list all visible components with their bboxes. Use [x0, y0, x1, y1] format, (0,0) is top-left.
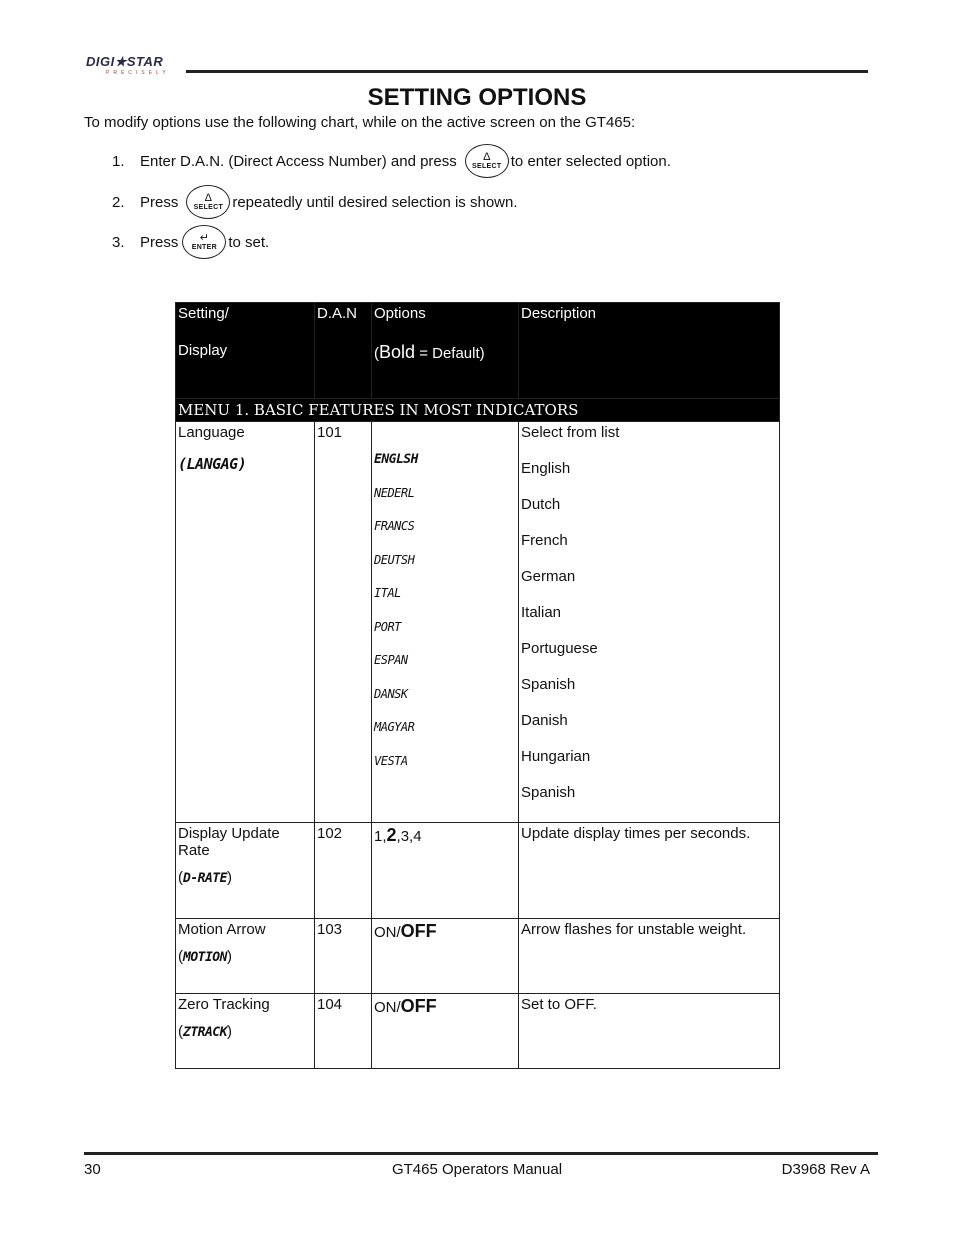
setting-cell: Motion Arrow (MOTION) [176, 919, 315, 994]
step-number: 3. [112, 233, 125, 251]
logo-subtext: PRECISELY [106, 70, 170, 76]
table-header-row [176, 303, 780, 399]
digistar-logo [86, 55, 184, 81]
dan-cell: 102 [315, 823, 372, 919]
header-description: Description [519, 303, 780, 399]
step-text-before: Press [140, 193, 179, 211]
dan-cell: 103 [315, 919, 372, 994]
enter-button-icon: ↵ ENTER [182, 225, 226, 259]
setting-cell: Language (LANGAG) [176, 422, 315, 823]
dan-cell: 101 [315, 422, 372, 823]
page-title: SETTING OPTIONS [367, 84, 587, 111]
options-cell: ON/OFF [372, 919, 519, 994]
description-cell: Arrow flashes for unstable weight. [519, 919, 780, 994]
table-row [176, 823, 780, 919]
step-3 [112, 225, 269, 259]
setting-cell: Zero Tracking (ZTRACK) [176, 994, 315, 1069]
page-number: 30 [84, 1161, 101, 1178]
header-options: Options (Bold = Default) [372, 303, 519, 399]
step-1 [112, 144, 671, 178]
header-dan: D.A.N [315, 303, 372, 399]
step-number: 1. [112, 152, 125, 170]
step-text-after: to enter selected option. [510, 152, 671, 170]
manual-title: GT465 Operators Manual [391, 1161, 563, 1178]
intro-text: To modify options use the following chart, while on the active screen on the GT465: [84, 114, 636, 131]
table-row [176, 994, 780, 1069]
footer-rule [84, 1152, 878, 1155]
setting-cell: Display Update Rate (D-RATE) [176, 823, 315, 919]
table-row [176, 919, 780, 994]
step-text-after: to set. [228, 233, 270, 251]
document-revision: D3968 Rev A [781, 1161, 870, 1178]
menu-title-row [176, 399, 780, 422]
options-cell: 1,2,3,4 [372, 823, 519, 919]
select-button-icon: Δ SELECT [186, 185, 230, 219]
options-table [175, 302, 780, 1069]
header-setting: Setting/ Display [176, 303, 315, 399]
table-row [176, 422, 780, 823]
select-button-icon: Δ SELECT [465, 144, 509, 178]
options-cell: ON/OFF [372, 994, 519, 1069]
description-cell: Set to OFF. [519, 994, 780, 1069]
header-rule [186, 70, 868, 73]
logo-text: DIGI★STAR [86, 54, 164, 69]
step-2 [112, 185, 518, 219]
description-cell: Select from list English Dutch French German Italian Portuguese Spanish Danish Hungarian Spanish [519, 422, 780, 823]
step-number: 2. [112, 193, 125, 211]
options-cell: ENGLSH NEDERL FRANCS DEUTSH ITAL PORT ESPAN DANSK MAGYAR VESTA [372, 422, 519, 823]
description-cell: Update display times per seconds. [519, 823, 780, 919]
step-text-before: Enter D.A.N. (Direct Access Number) and press [140, 152, 457, 170]
menu-title: MENU 1. BASIC FEATURES IN MOST INDICATORS [176, 399, 780, 422]
step-text-before: Press [140, 233, 179, 251]
step-text-after: repeatedly until desired selection is shown. [232, 193, 518, 211]
dan-cell: 104 [315, 994, 372, 1069]
